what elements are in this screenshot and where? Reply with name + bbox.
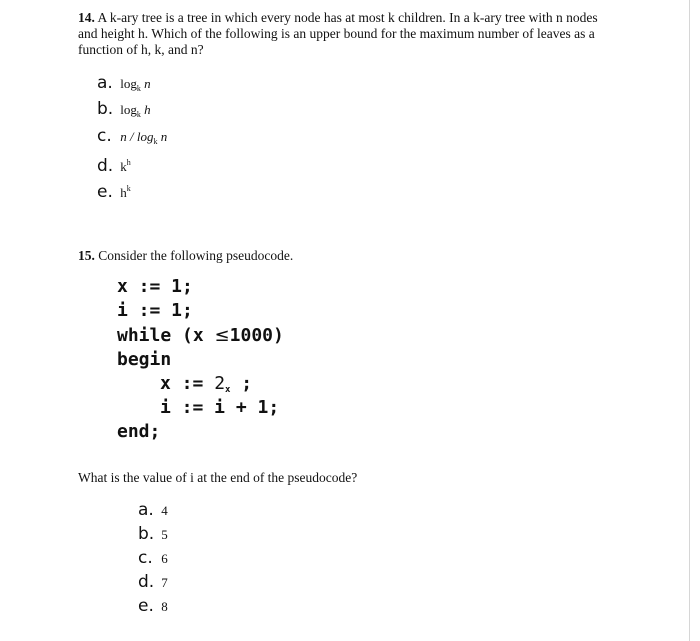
option-letter: c.	[97, 126, 112, 146]
q15-option-a[interactable]: a. 4	[138, 500, 168, 520]
q14-option-d[interactable]: d. $k^h$	[97, 156, 131, 176]
code-line-6: i := i + 1;	[160, 397, 280, 418]
question-14-number: 14.	[78, 10, 95, 25]
option-letter: b.	[97, 99, 114, 119]
q15-option-b[interactable]: b. 5	[138, 524, 168, 544]
code-line-4: begin	[117, 349, 172, 370]
option-letter: e.	[97, 182, 113, 202]
code-line-1: x := 1;	[117, 276, 193, 297]
code-line-7: end;	[117, 421, 161, 442]
question-15-body: Consider the following pseudocode.	[98, 248, 294, 263]
code-line-2: i := 1;	[117, 300, 193, 321]
question-15-text	[78, 248, 293, 264]
option-letter: b.	[138, 524, 155, 544]
q14-option-e[interactable]: e. $h^k$	[97, 182, 131, 202]
option-letter: d.	[138, 572, 155, 592]
option-letter: a.	[97, 73, 113, 93]
option-letter: a.	[138, 500, 154, 520]
q15-option-e[interactable]: e. 8	[138, 596, 168, 616]
code-line-3: while (x ≤1000)	[117, 325, 284, 346]
q14-option-c[interactable]: c. n / $\log_k n$	[97, 126, 168, 146]
question-15-number: 15.	[78, 248, 95, 263]
question-14-body: A k-ary tree is a tree in which every node has at most k children. In a k-ary tree with n nodes and height h. Which of the following is an upper bound for the maximum number of leaves as a function of h, k, and n?	[78, 10, 598, 57]
code-line-5: x := $2_x$ ;	[160, 373, 253, 395]
q15-option-c[interactable]: c. 6	[138, 548, 168, 568]
q15-option-d[interactable]: d. 7	[138, 572, 168, 592]
question-15-prompt: What is the value of i at the end of the pseudocode?	[78, 470, 358, 485]
option-letter: e.	[138, 596, 154, 616]
q14-option-b[interactable]: b. $\log_k h$	[97, 99, 151, 119]
q14-option-a[interactable]: a. $\log_k n$	[97, 73, 151, 93]
option-letter: c.	[138, 548, 153, 568]
question-14-text	[78, 10, 618, 58]
option-letter: d.	[97, 156, 114, 176]
